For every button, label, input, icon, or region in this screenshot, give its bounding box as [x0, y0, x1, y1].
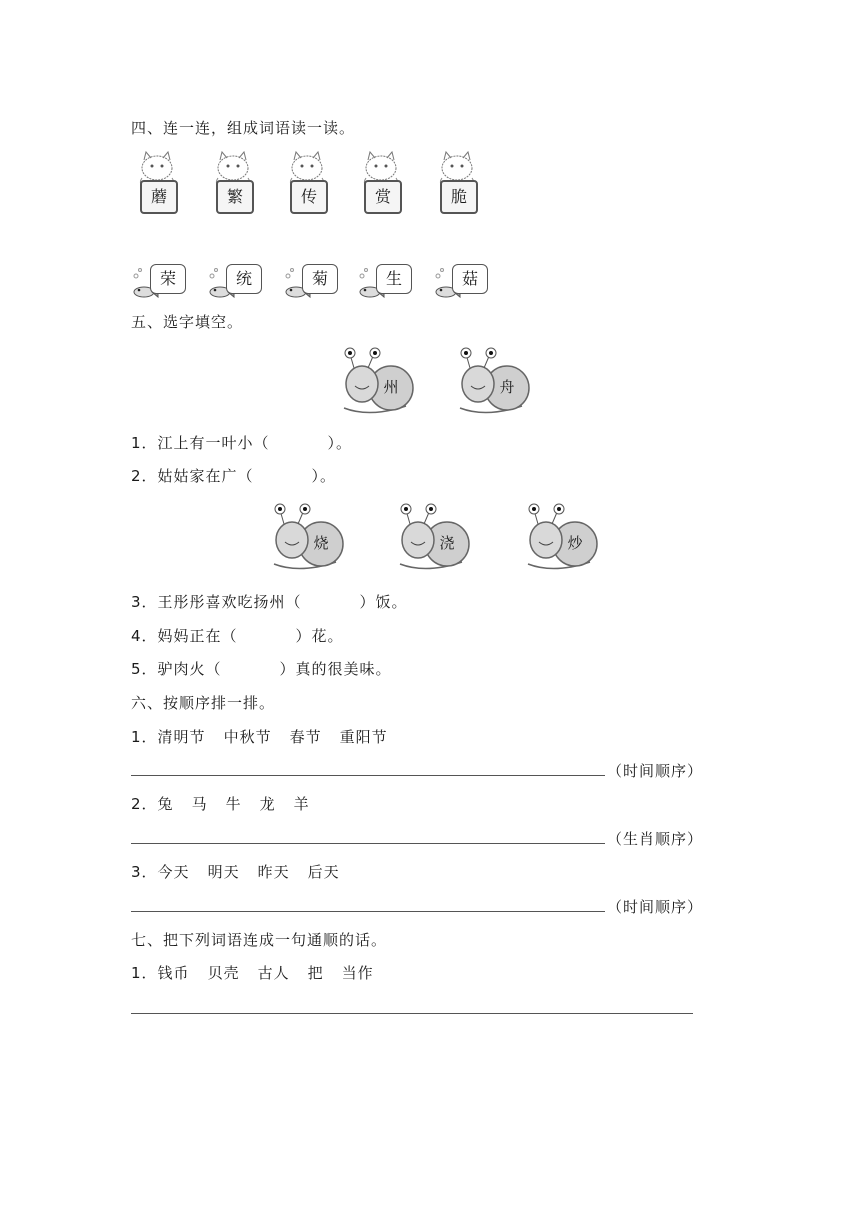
- word: 古人: [257, 964, 290, 982]
- bottom-char: 生: [376, 264, 412, 294]
- bottom-char: 荣: [150, 264, 186, 294]
- cat-card[interactable]: [434, 150, 484, 220]
- order-hint: （生肖顺序）: [607, 830, 704, 848]
- question-4: [131, 626, 344, 646]
- word: 牛: [225, 795, 242, 813]
- order-item: [131, 727, 406, 747]
- fish-card[interactable]: [206, 258, 266, 302]
- answer-line[interactable]: [131, 911, 605, 912]
- q2-end: ）。: [311, 467, 337, 485]
- question-5: [131, 659, 392, 679]
- q4-text: 4．妈妈正在（: [131, 627, 238, 645]
- word: 明天: [207, 863, 240, 881]
- fish-card[interactable]: [130, 258, 190, 302]
- answer-line[interactable]: [131, 1013, 693, 1014]
- word: 羊: [293, 795, 310, 813]
- q4-end: ）花。: [295, 627, 344, 645]
- item-number: 2．: [131, 795, 158, 813]
- snail-card[interactable]: [456, 346, 532, 422]
- question-3: [131, 592, 408, 612]
- top-char: 传: [290, 180, 328, 214]
- cat-card[interactable]: [358, 150, 408, 220]
- word: 兔: [157, 795, 174, 813]
- word: 昨天: [257, 863, 290, 881]
- q3-text: 3．王彤彤喜欢吃扬州（: [131, 593, 302, 611]
- answer-line[interactable]: [131, 775, 605, 776]
- word: 贝壳: [207, 964, 240, 982]
- word: 中秋节: [223, 728, 272, 746]
- snail-char: 烧: [313, 534, 329, 552]
- word: 龙: [259, 795, 276, 813]
- word: 马: [191, 795, 208, 813]
- top-char: 繁: [216, 180, 254, 214]
- word: 当作: [341, 964, 374, 982]
- q1-end: ）。: [327, 434, 353, 452]
- item-number: 1．: [131, 728, 158, 746]
- snail-char: 州: [383, 378, 399, 396]
- section5-title: 五、选字填空。: [131, 313, 244, 331]
- bottom-char: 菇: [452, 264, 488, 294]
- order-hint: （时间顺序）: [607, 898, 704, 916]
- snail-char: 炒: [567, 534, 583, 552]
- item-number: 1．: [131, 964, 158, 982]
- snail-card[interactable]: [270, 502, 346, 578]
- word: 后天: [307, 863, 340, 881]
- snail-card[interactable]: [524, 502, 600, 578]
- word: 重阳节: [339, 728, 388, 746]
- section4-title: 四、连一连，组成词语读一读。: [131, 119, 356, 137]
- bottom-char: 统: [226, 264, 262, 294]
- cat-card[interactable]: [284, 150, 334, 220]
- section7-title: 七、把下列词语连成一句通顺的话。: [131, 931, 388, 949]
- fish-card[interactable]: [432, 258, 492, 302]
- order-hint: （时间顺序）: [607, 762, 704, 780]
- q2-text: 2．姑姑家在广（: [131, 467, 254, 485]
- top-char: 脆: [440, 180, 478, 214]
- order-item: [131, 794, 328, 814]
- word: 清明节: [157, 728, 206, 746]
- top-char: 赏: [364, 180, 402, 214]
- answer-line[interactable]: [131, 843, 605, 844]
- order-item: [131, 862, 358, 882]
- fish-card[interactable]: [282, 258, 342, 302]
- q3-end: ）饭。: [359, 593, 408, 611]
- cat-card[interactable]: [210, 150, 260, 220]
- word: 春节: [289, 728, 322, 746]
- sentence-item: [131, 963, 392, 983]
- word: 钱币: [157, 964, 190, 982]
- q5-end: ）真的很美味。: [279, 660, 392, 678]
- cat-card[interactable]: [134, 150, 184, 220]
- snail-char: 浇: [439, 534, 455, 552]
- snail-card[interactable]: [396, 502, 472, 578]
- q1-text: 1．江上有一叶小（: [131, 434, 270, 452]
- section6-title: 六、按顺序排一排。: [131, 694, 276, 712]
- question-1: [131, 433, 352, 453]
- word: 今天: [157, 863, 190, 881]
- snail-char: 舟: [499, 378, 515, 396]
- bottom-char: 菊: [302, 264, 338, 294]
- item-number: 3．: [131, 863, 158, 881]
- question-2: [131, 466, 336, 486]
- top-char: 蘑: [140, 180, 178, 214]
- word: 把: [307, 964, 324, 982]
- q5-text: 5．驴肉火（: [131, 660, 222, 678]
- snail-card[interactable]: [340, 346, 416, 422]
- fish-card[interactable]: [356, 258, 416, 302]
